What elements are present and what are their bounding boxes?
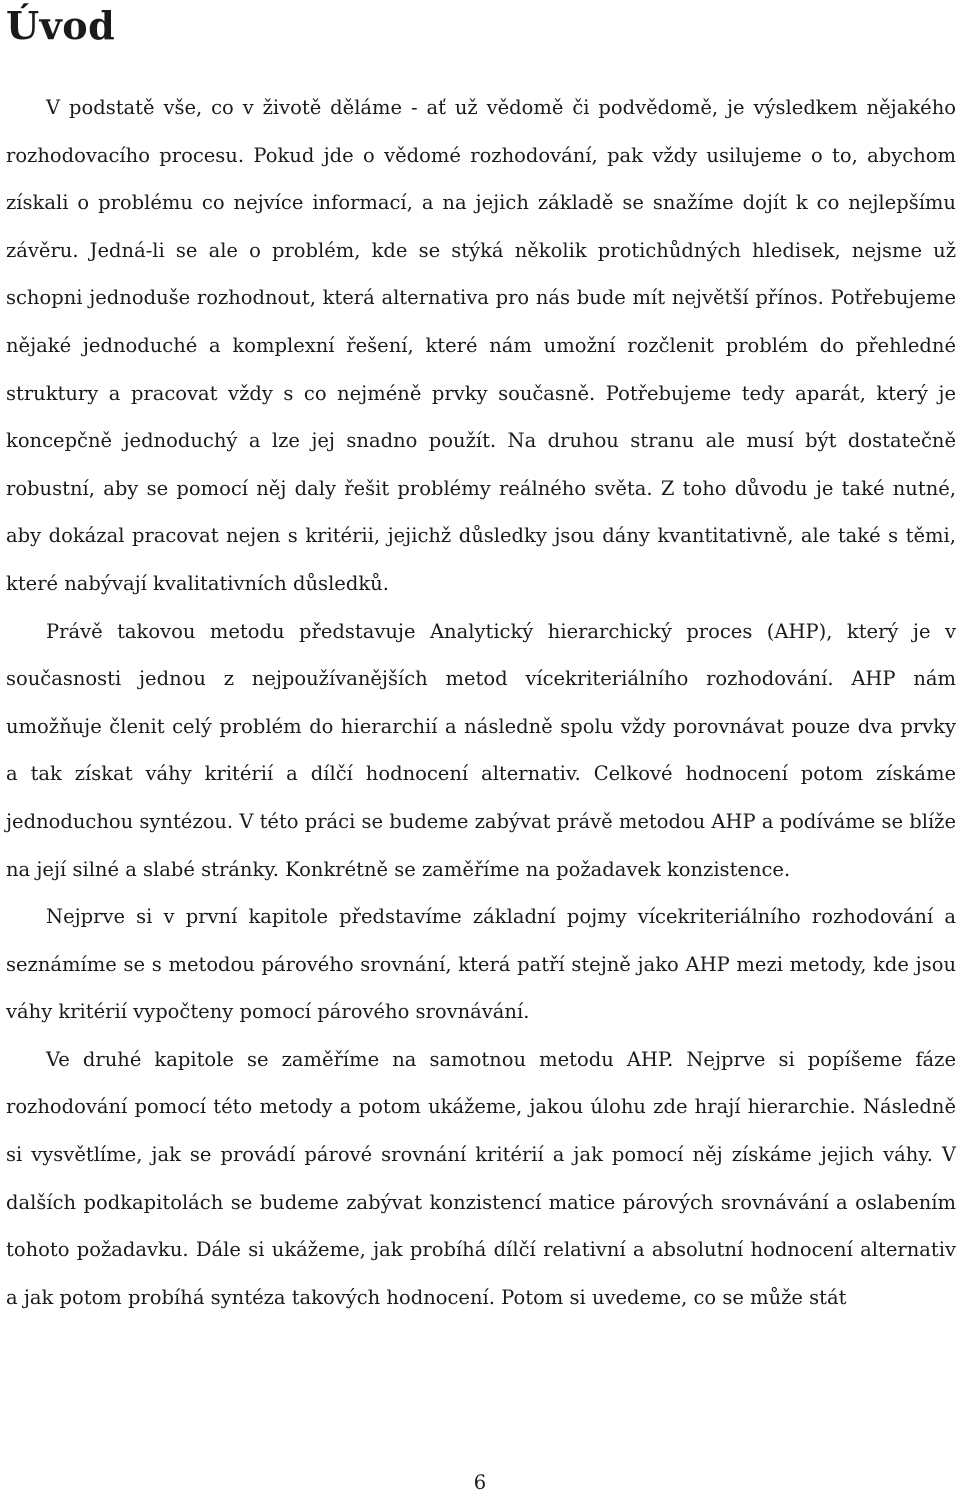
document-page bbox=[6, 0, 956, 1500]
page-number: 6 bbox=[473, 1471, 487, 1494]
chapter-title: Úvod bbox=[6, 3, 116, 48]
paragraph: Ve druhé kapitole se zaměříme na samotnou metodu AHP. Nejprve si popíšeme fáze rozhodování pomocí této metody a potom ukážeme, jakou úlohu zde hrají hierarchie. Následně si vysvětlíme, jak se provádí párové srovnání kritérií a jak pomocí něj získáme jejich váhy. V dalších podkapitolách se budeme zabývat konzistencí matice párových srovnávání a oslabením tohoto požadavku. Dále si ukážeme, jak probíhá dílčí relativní a absolutní hodnocení alternativ a jak potom probíhá syntéza takových hodnocení. Potom si uvedeme, co se může stát bbox=[6, 1047, 956, 1309]
body-text bbox=[6, 84, 956, 1321]
paragraph: Právě takovou metodu představuje Analytický hierarchický proces (AHP), který je v současnosti jednou z nejpoužívanějších metod vícekriteriálního rozhodování. AHP nám umožňuje členit celý problém do hierarchií a následně spolu vždy porovnávat pouze dva prvky a tak získat váhy kritérií a dílčí hodnocení alternativ. Celkové hodnocení potom získáme jednoduchou syntézou. V této práci se budeme zabývat právě metodou AHP a podíváme se blíže na její silné a slabé stránky. Konkrétně se zaměříme na požadavek konzistence. bbox=[6, 619, 956, 881]
paragraph: Nejprve si v první kapitole představíme základní pojmy vícekriteriálního rozhodování a seznámíme se s metodou párového srovnání, která patří stejně jako AHP mezi metody, kde jsou váhy kritérií vypočteny pomocí párového srovnávání. bbox=[6, 905, 956, 1024]
paragraph: V podstatě vše, co v životě děláme - ať už vědomě či podvědomě, je výsledkem nějakého rozhodovacího procesu. Pokud jde o vědomé rozhodování, pak vždy usilujeme o to, abychom získali o problému co nejvíce informací, a na jejich základě se snažíme dojít k co nejlepšímu závěru. Jedná-li se ale o problém, kde se stýká několik protichůdných hledisek, nejsme už schopni jednoduše rozhodnout, která alternativa pro nás bude mít největší přínos. Potřebujeme nějaké jednoduché a komplexní řešení, které nám umožní rozčlenit problém do přehledné struktury a pracovat vždy s co nejméně prvky současně. Potřebujeme tedy aparát, který je koncepčně jednoduchý a lze jej snadno použít. Na druhou stranu ale musí být dostatečně robustní, aby se pomocí něj daly řešit problémy reálného světa. Z toho důvodu je také nutné, aby dokázal pracovat nejen s kritérii, jejichž důsledky jsou dány kvantitativně, ale také s těmi, které nabývají kvalitativních důsledků. bbox=[6, 96, 956, 595]
